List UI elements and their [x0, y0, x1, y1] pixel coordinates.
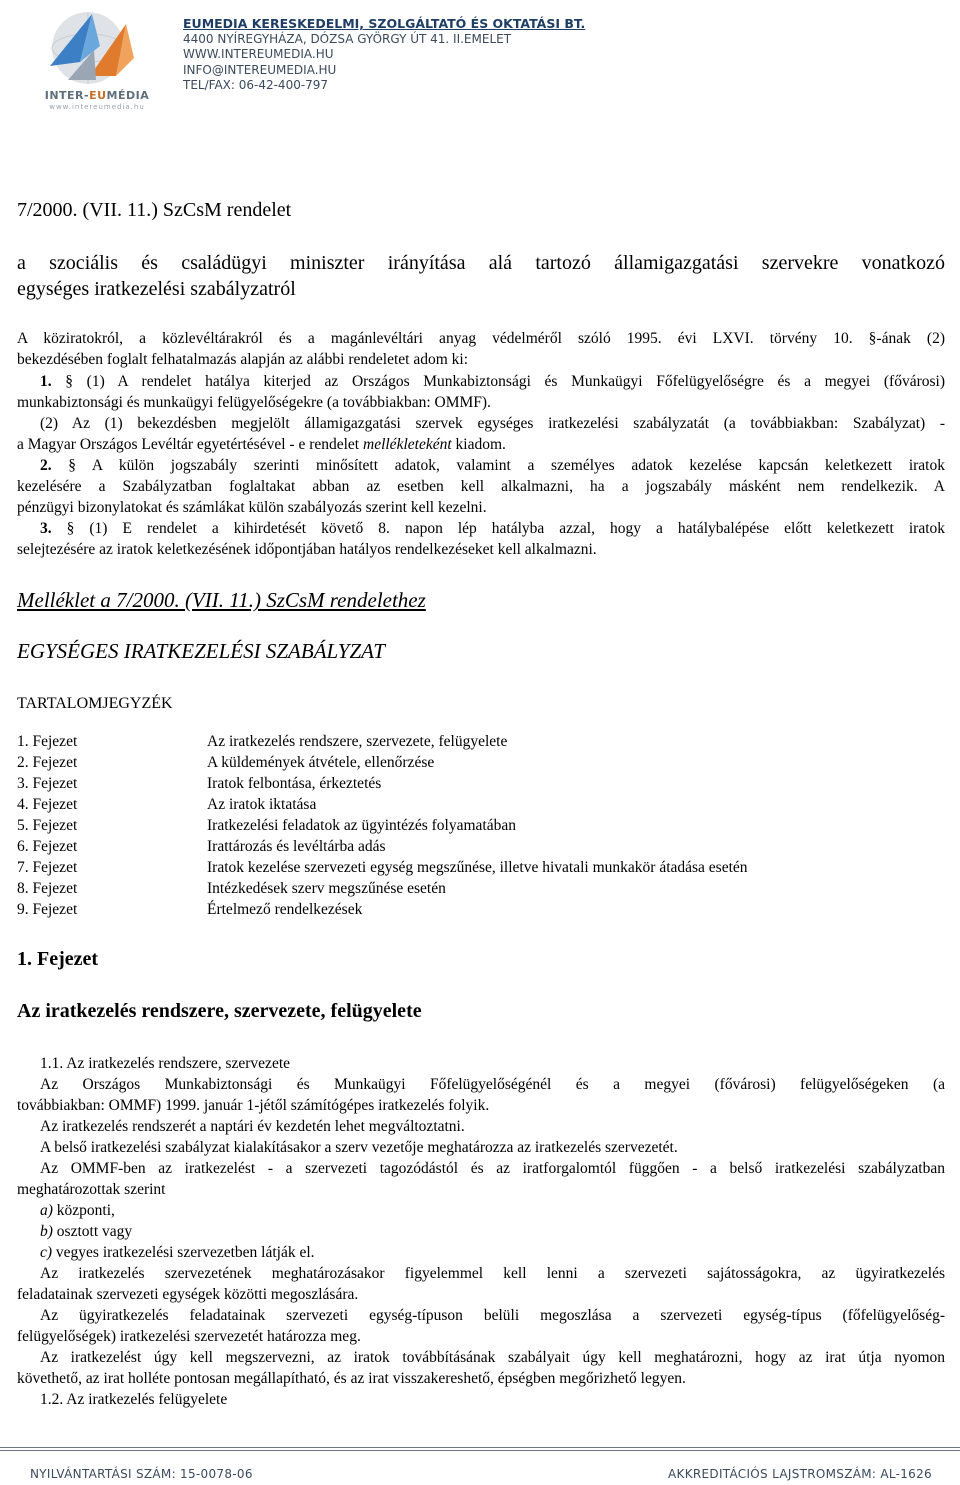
doc-title: 7/2000. (VII. 11.) SzCsM rendelet — [17, 199, 292, 221]
section-2-number: 2. — [40, 457, 52, 474]
option-c: c) vegyes iratkezelési szervezetben látják el. — [40, 1244, 315, 1261]
chapter-1-title: Az iratkezelés rendszere, szervezete, felügyelete — [17, 1000, 422, 1022]
section-3-number: 3. — [40, 520, 52, 537]
section-3-text: § (1) E rendelet a kihirdetését követő 8. napon lép hatályba azzal, hogy a hatálybalépése előtt keletkezett iratok — [51, 520, 945, 537]
section-1-para-2-line-1: (2) Az (1) bekezdésben megjelölt államigazgatási szervek egységes iratkezelési szabályzatát (a továbbiakban: Szabályzat) - — [40, 415, 945, 432]
section-1-text: § (1) A rendelet hatálya kiterjed az Országos Munkabiztonsági és Munkaügyi Főfelügyelőségre és a megyei (fővárosi) — [51, 373, 945, 390]
company-address: 4400 NYÍREGYHÁZA, DÓZSA GYÖRGY ÚT 41. II.EMELET — [183, 31, 512, 46]
company-name: EUMEDIA KERESKEDELMI, SZOLGÁLTATÓ ÉS OKTATÁSI BT. — [183, 16, 586, 31]
option-a: a) központi, — [40, 1202, 115, 1219]
section-1-number: 1. — [40, 373, 52, 390]
section-2-line-1 — [40, 455, 945, 476]
paragraph-4-line-2: meghatározottak szerint — [17, 1181, 166, 1198]
logo-url: www.intereumedia.hu — [49, 103, 145, 111]
doc-subtitle-line-2: egységes iratkezelési szabályzatról — [17, 278, 296, 300]
paragraph-1-line-2: továbbiakban: OMMF) 1999. január 1-jétől számítógépes iratkezelés folyik. — [17, 1097, 490, 1114]
footer-divider — [0, 1447, 960, 1448]
paragraph-7-line-2: követhető, az irat holléte pontosan megállapítható, és az irat visszakereshető, épségben megőrizhető legyen. — [17, 1370, 686, 1387]
paragraph-3: A belső iratkezelési szabályzat kialakításakor a szerv vezetője meghatározza az iratkezelés szervezetét. — [40, 1139, 678, 1156]
company-phone: TEL/FAX: 06-42-400-797 — [183, 78, 329, 92]
footer-divider — [0, 1450, 960, 1451]
company-info — [183, 16, 585, 94]
section-2-text: § A külön jogszabály szerinti minősített adatok, valamint a személyes adatok kezelése kapcsán keletkezett iratok — [51, 457, 945, 474]
paragraph-5-line-2: feladatainak szervezeti egységek közötti megoszlására. — [17, 1286, 359, 1303]
paragraph-7-line-1: Az iratkezelést úgy kell megszervezni, az iratok továbbításának szabályait úgy kell meghatározni, hogy az irat útja nyomon — [40, 1349, 945, 1366]
section-3-line-2: selejtezésére az iratok keletkezésének időpontjában hatályos rendelkezéseket kell alkalmazni. — [17, 541, 597, 558]
logo-graphic-icon — [30, 6, 160, 91]
section-1-line-2: munkabiztonsági és munkaügyi felügyelőségekre (a továbbiakban: OMMF). — [17, 394, 491, 411]
paragraph-4-line-1: Az OMMF-ben az iratkezelést - a szervezeti tagozódástól és az iratforgalomtól függően - a belső iratkezelési szabályzatban — [40, 1160, 945, 1177]
regulation-title: EGYSÉGES IRATKEZELÉSI SZABÁLYZAT — [17, 639, 385, 663]
paragraph-6-line-2: felügyelőségek) iratkezelési szervezetét határozza meg. — [17, 1328, 361, 1345]
footer-accreditation-number: AKKREDITÁCIÓS LAJSTROMSZÁM: AL-1626 — [668, 1467, 932, 1481]
paragraph-6-line-1: Az ügyiratkezelés feladatainak szervezeti egység-típuson belüli megoszlása a szervezeti egység-típus (főfelügyelőség- — [40, 1307, 945, 1324]
toc-heading: TARTALOMJEGYZÉK — [17, 695, 173, 712]
intro-line-1: A köziratokról, a közlevéltárakról és a magánlevéltári anyag védelméről szóló 1995. évi LXVI. törvény 10. §-ának (2) — [17, 330, 945, 347]
doc-subtitle-line-1: a szociális és családügyi miniszter irányítása alá tartozó államigazgatási szervekre vonatkozó — [17, 252, 945, 274]
company-logo — [30, 6, 160, 111]
section-3-line-1 — [40, 518, 945, 539]
section-1-line-1 — [40, 371, 945, 392]
section-2-line-2: kezelésére a Szabályzatban foglaltakat abban az esetben kell alkalmazni, ha a jogszabály másként nem rendelkezik. A — [17, 478, 945, 495]
paragraph-1-line-1: Az Országos Munkabiztonsági és Munkaügyi Főfelügyelőségénél és a megyei (fővárosi) felügyelőségeken (a — [40, 1076, 945, 1093]
intro-line-2: bekezdésében foglalt felhatalmazás alapján az alábbi rendeletet adom ki: — [17, 351, 468, 368]
option-b: b) osztott vagy — [40, 1223, 133, 1240]
section-2-line-3: pénzügyi bizonylatokat és számlákat külön szabályozás szerint kell kezelni. — [17, 499, 487, 516]
logo-wordmark: INTER-EUMÉDIA — [44, 89, 150, 102]
chapter-1-number: 1. Fejezet — [17, 948, 99, 970]
annex-title: Melléklet a 7/2000. (VII. 11.) SzCsM rendelethez — [17, 588, 426, 612]
paragraph-2: Az iratkezelés rendszerét a naptári év kezdetén lehet megváltoztatni. — [40, 1118, 465, 1135]
section-1-2-heading: 1.2. Az iratkezelés felügyelete — [40, 1391, 228, 1408]
annex-reference: mellékleteként — [363, 436, 452, 453]
footer-registration-number: NYILVÁNTARTÁSI SZÁM: 15-0078-06 — [30, 1467, 253, 1481]
letterhead — [0, 0, 960, 130]
section-1-para-2-line-2: a Magyar Országos Levéltár egyetértésével - e rendelet mellékleteként kiadom. — [17, 436, 506, 453]
company-website[interactable]: WWW.INTEREUMEDIA.HU — [183, 47, 334, 61]
company-email[interactable]: INFO@INTEREUMEDIA.HU — [183, 62, 337, 77]
section-1-1-heading: 1.1. Az iratkezelés rendszere, szervezete — [40, 1055, 291, 1072]
paragraph-5-line-1: Az iratkezelés szervezetének meghatározásakor figyelemmel kell lenni a szervezeti sajátosságokra, az ügyiratkezelés — [40, 1265, 945, 1282]
